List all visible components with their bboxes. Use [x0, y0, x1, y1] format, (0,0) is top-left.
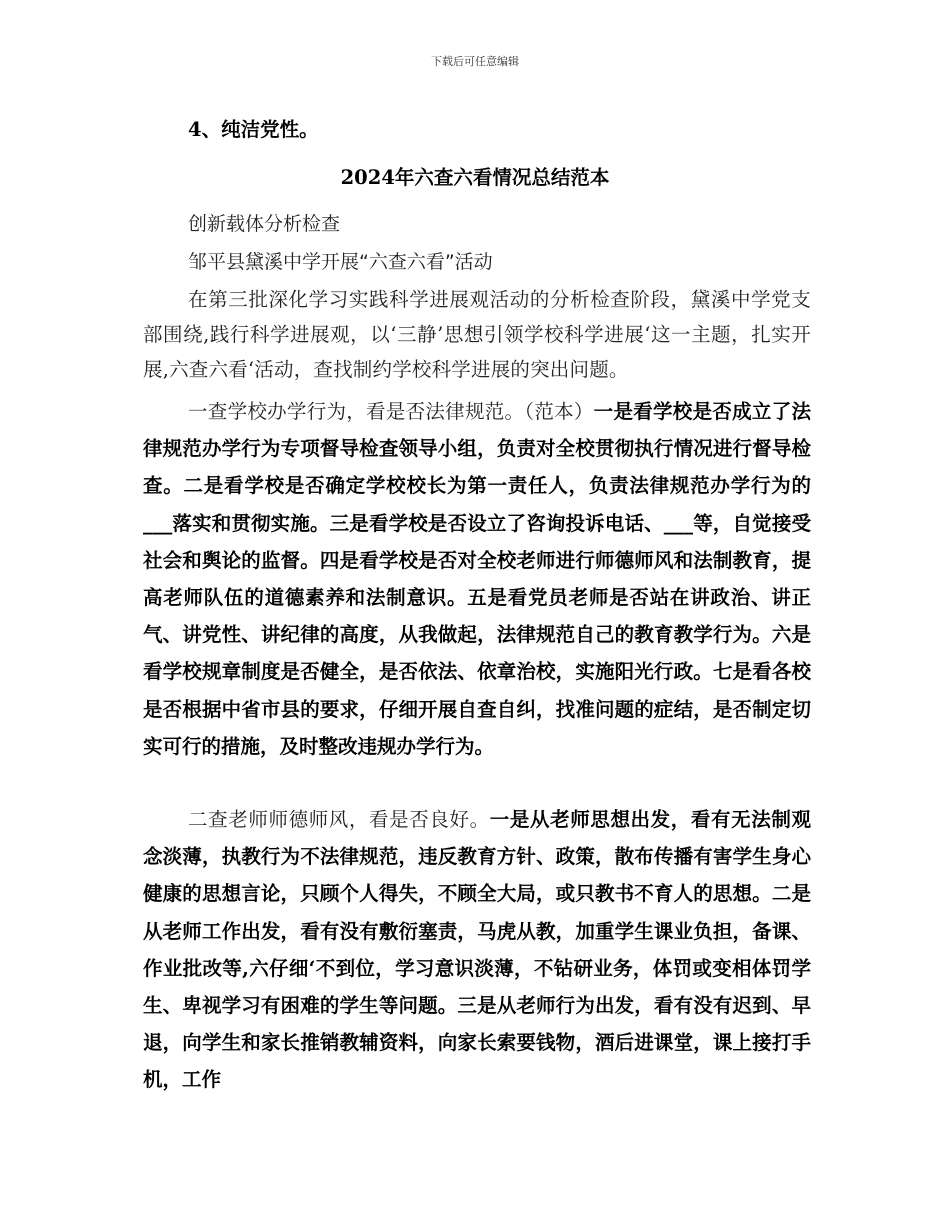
page-header: 下载后可任意编辑: [431, 55, 519, 68]
subheading-line: 创新载体分析检查: [188, 213, 341, 235]
paragraph: [143, 282, 811, 387]
section-heading: 4、纯洁党性。: [188, 118, 319, 141]
paragraph-text: 一是看学校是否成立了法律规范办学行为专项督导检查领导小组，负责对全校贯彻执行情况进行督导检查。二是看学校是否确定学校校长为第一责任人，负责法律规范办学行为的___落实和贯彻实施。三是看学校是否设立了咨询投诉电话、___等，自觉接受社会和舆论的监督。四是看学校是否对全校老师进行师德师风和法制教育，提高老师队伍的道德素养和法制意识。五是看党员老师是否站在讲政治、讲正气、讲党性、讲纪律的高度，从我做起，法律规范自己的教育教学行为。六是看学校规章制度是否健全，是否依法、依章治校，实施阳光行政。七是看各校是否根据中省市县的要求，仔细开展自查自纠，找准问题的症结，是否制定切实可行的措施，及时整改违规办学行为。: [143, 400, 811, 758]
paragraph: [143, 801, 811, 1099]
subheading-line: 邹平县黛溪中学开展“六查六看”活动: [188, 251, 493, 273]
paragraph-text: 一是从老师思想出发，看有无法制观念淡薄，执教行为不法律规范，违反教育方针、政策，散布传播有害学生身心健康的思想言论，只顾个人得失，不顾全大局，或只教书不育人的思想。二是从老师工作出发，看有没有敷衍塞责，马虎从教，加重学生课业负担，备课、作业批改等,六仔细‘不到位，学习意识淡薄，不钻研业务，体罚或变相体罚学生、卑视学习有困难的学生等问题。三是从老师行为出发，看有没有迟到、早退，向学生和家长推销教辅资料，向家长索要钱物，酒后进课堂，课上接打手机，工作: [143, 808, 811, 1092]
paragraph-text: 在第三批深化学习实践科学进展观活动的分析检查阶段，黛溪中学党支部围绕,践行科学进展观，以‘三静’思想引领学校科学进展‘这一主题，扎实开展,六查六看‘活动，查找制约学校科学进展的突出问题。: [143, 288, 811, 381]
document-title: 2024年六查六看情况总结范本: [340, 166, 610, 189]
paragraph-lead: 二查老师师德师风，看是否良好。: [188, 808, 490, 831]
paragraph-lead: 一查学校办学行为，看是否法律规范。（范本）: [188, 400, 594, 423]
paragraph: [143, 393, 811, 765]
